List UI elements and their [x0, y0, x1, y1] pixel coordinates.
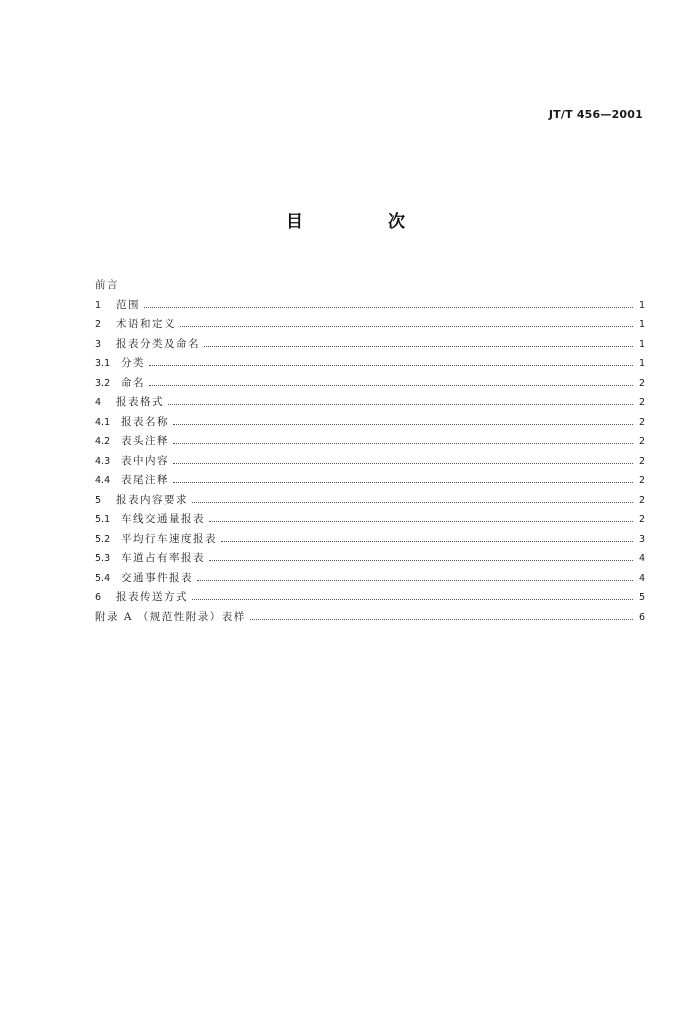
toc-entry-page-number: 2 [638, 475, 645, 486]
toc-dot-leader [144, 307, 633, 308]
toc-entry-page-number: 2 [638, 416, 645, 428]
toc-entry-page-number: 4 [638, 572, 645, 584]
toc-dot-leader [192, 599, 633, 600]
toc-entry-page-number: 1 [638, 338, 645, 350]
toc-entry-title: 报表内容要求 [116, 493, 188, 506]
toc-entry-page-number: 5 [638, 592, 645, 603]
toc-entry-number: 5.3 [95, 553, 111, 564]
toc-entry[interactable] [95, 354, 645, 374]
table-of-contents [95, 276, 645, 627]
toc-entry[interactable] [95, 530, 645, 550]
toc-entry-number: 5 [95, 494, 102, 506]
toc-entry-page-number: 1 [638, 299, 645, 311]
toc-entry-number: 1 [95, 299, 102, 311]
toc-entry-title: 报表分类及命名 [116, 337, 200, 350]
toc-entry-number: 5.2 [95, 533, 111, 545]
toc-entry-title: 附录 A （规范性附录）表样 [95, 610, 246, 623]
toc-entry-title: 术语和定义 [116, 318, 176, 330]
toc-dot-leader [173, 424, 633, 425]
toc-entry-number: 4 [95, 397, 102, 408]
toc-dot-leader [180, 326, 633, 327]
toc-entry-title: 车道占有率报表 [121, 552, 205, 564]
toc-dot-leader [173, 463, 633, 464]
toc-entry-page-number: 2 [638, 397, 645, 408]
toc-entry[interactable] [95, 276, 645, 296]
toc-entry-number: 6 [95, 592, 102, 603]
toc-entry-number: 5.1 [95, 514, 111, 525]
toc-entry[interactable] [95, 471, 645, 491]
toc-entry-page-number: 2 [638, 436, 645, 447]
toc-entry[interactable] [95, 549, 645, 569]
toc-dot-leader [192, 502, 633, 503]
toc-entry-title: 报表名称 [121, 415, 169, 428]
toc-entry-title: 前言 [95, 279, 119, 291]
standard-code: JT/T 456—2001 [548, 108, 643, 121]
toc-entry[interactable] [95, 569, 645, 589]
toc-entry-number: 4.1 [95, 416, 111, 428]
toc-dot-leader [221, 541, 633, 542]
toc-entry[interactable] [95, 432, 645, 452]
toc-dot-leader [204, 346, 633, 347]
toc-entry-number: 2 [95, 319, 102, 330]
toc-dot-leader [149, 385, 633, 386]
toc-entry-page-number: 3 [638, 533, 645, 545]
toc-entry-title: 车线交通量报表 [121, 513, 205, 525]
toc-entry-number: 3.2 [95, 377, 111, 389]
toc-entry-page-number: 4 [638, 553, 645, 564]
toc-entry-page-number: 2 [638, 514, 645, 525]
toc-entry-number: 3 [95, 338, 102, 350]
toc-entry-page-number: 6 [638, 611, 645, 623]
toc-entry-page-number: 2 [638, 455, 645, 467]
toc-dot-leader [168, 404, 633, 405]
toc-entry-number: 5.4 [95, 572, 111, 584]
toc-title: 目 次 [286, 212, 439, 232]
toc-dot-leader [173, 443, 633, 444]
toc-entry-number: 4.4 [95, 475, 111, 486]
toc-entry-title: 命名 [121, 376, 145, 389]
toc-entry-page-number: 1 [638, 319, 645, 330]
toc-entry[interactable] [95, 393, 645, 413]
toc-dot-leader [197, 580, 633, 581]
toc-entry[interactable] [95, 335, 645, 355]
toc-entry-title: 报表传送方式 [116, 591, 188, 603]
toc-entry[interactable] [95, 491, 645, 511]
toc-entry[interactable] [95, 315, 645, 335]
toc-entry-number: 4.2 [95, 436, 111, 447]
toc-entry-title: 交通事件报表 [121, 571, 193, 584]
toc-entry[interactable] [95, 588, 645, 608]
toc-entry-title: 范围 [116, 298, 140, 311]
toc-entry-page-number: 1 [638, 358, 645, 369]
toc-entry[interactable] [95, 413, 645, 433]
toc-entry-title: 表头注释 [121, 435, 169, 447]
toc-entry-number: 3.1 [95, 358, 111, 369]
toc-entry-title: 表中内容 [121, 454, 169, 467]
toc-entry[interactable] [95, 296, 645, 316]
toc-dot-leader [209, 521, 633, 522]
toc-entry-page-number: 2 [638, 377, 645, 389]
toc-entry-title: 表尾注释 [121, 474, 169, 486]
toc-entry-page-number: 2 [638, 494, 645, 506]
toc-entry-number: 4.3 [95, 455, 111, 467]
toc-dot-leader [173, 482, 633, 483]
toc-entry-title: 分类 [121, 357, 145, 369]
toc-entry-title: 报表格式 [116, 396, 164, 408]
toc-entry-title: 平均行车速度报表 [121, 532, 217, 545]
toc-entry[interactable] [95, 510, 645, 530]
toc-entry[interactable] [95, 374, 645, 394]
toc-dot-leader [209, 560, 633, 561]
toc-entry[interactable] [95, 452, 645, 472]
toc-dot-leader [149, 365, 633, 366]
toc-entry[interactable] [95, 608, 645, 628]
toc-dot-leader [250, 619, 633, 620]
